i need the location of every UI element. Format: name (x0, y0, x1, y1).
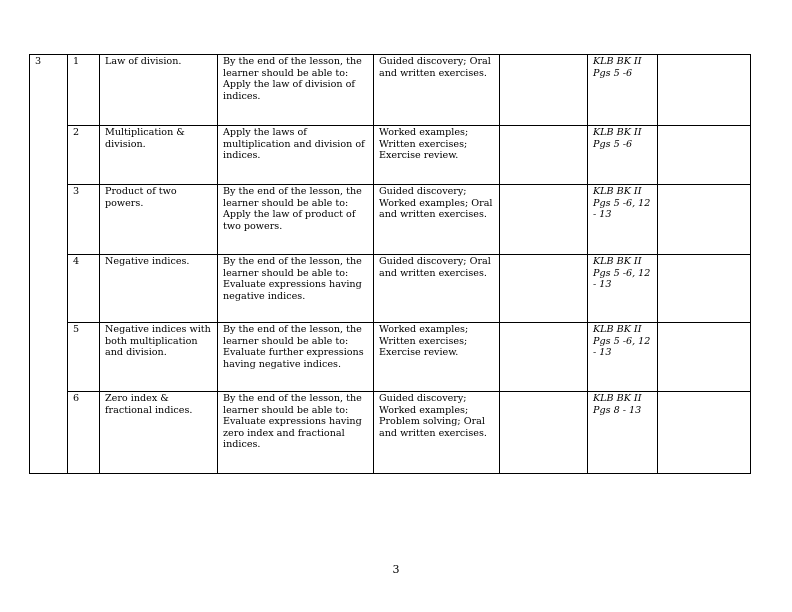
lesson-number-cell: 4 (68, 255, 100, 323)
resources-cell (500, 126, 588, 185)
lesson-number-cell: 1 (68, 55, 100, 126)
objectives-cell: Apply the laws of multiplication and division of indices. (218, 126, 374, 185)
table-row (30, 323, 751, 392)
remarks-cell (658, 185, 751, 255)
references-cell: KLB BK II Pgs 5 -6, 12 - 13 (588, 255, 658, 323)
objectives-cell: By the end of the lesson, the learner should be able to: Evaluate expressions having negative indices. (218, 255, 374, 323)
objectives-cell: By the end of the lesson, the learner should be able to: Apply the law of division of indices. (218, 55, 374, 126)
week-number: 3 (30, 55, 68, 474)
table-body (30, 55, 751, 474)
lesson-number-cell: 3 (68, 185, 100, 255)
table-row (30, 392, 751, 474)
table-row (30, 255, 751, 323)
scheme-of-work-table (29, 54, 751, 474)
references-cell: KLB BK II Pgs 5 -6, 12 - 13 (588, 323, 658, 392)
lesson-number-cell: 6 (68, 392, 100, 474)
references-cell: KLB BK II Pgs 8 - 13 (588, 392, 658, 474)
remarks-cell (658, 255, 751, 323)
topic-cell: Negative indices with both multiplication and division. (100, 323, 218, 392)
resources-cell (500, 255, 588, 323)
resources-cell (500, 55, 588, 126)
lesson-number-cell: 5 (68, 323, 100, 392)
objectives-cell: By the end of the lesson, the learner should be able to: Evaluate expressions having zero index and fractional indices. (218, 392, 374, 474)
page-number: 3 (392, 563, 400, 576)
remarks-cell (658, 55, 751, 126)
remarks-cell (658, 126, 751, 185)
references-cell: KLB BK II Pgs 5 -6, 12 - 13 (588, 185, 658, 255)
resources-cell (500, 392, 588, 474)
activities-cell: Worked examples; Written exercises; Exercise review. (374, 126, 500, 185)
resources-cell (500, 185, 588, 255)
activities-cell: Worked examples; Written exercises; Exercise review. (374, 323, 500, 392)
remarks-cell (658, 323, 751, 392)
references-cell: KLB BK II Pgs 5 -6 (588, 126, 658, 185)
topic-cell: Multiplication & division. (100, 126, 218, 185)
objectives-cell: By the end of the lesson, the learner should be able to: Apply the law of product of two powers. (218, 185, 374, 255)
activities-cell: Guided discovery; Worked examples; Problem solving; Oral and written exercises. (374, 392, 500, 474)
objectives-cell: By the end of the lesson, the learner should be able to: Evaluate further expressions having negative indices. (218, 323, 374, 392)
resources-cell (500, 323, 588, 392)
topic-cell: Product of two powers. (100, 185, 218, 255)
table-row (30, 55, 751, 126)
table-row (30, 185, 751, 255)
activities-cell: Guided discovery; Worked examples; Oral and written exercises. (374, 185, 500, 255)
activities-cell: Guided discovery; Oral and written exercises. (374, 255, 500, 323)
lesson-number-cell: 2 (68, 126, 100, 185)
remarks-cell (658, 392, 751, 474)
topic-cell: Law of division. (100, 55, 218, 126)
activities-cell: Guided discovery; Oral and written exercises. (374, 55, 500, 126)
references-cell: KLB BK II Pgs 5 -6 (588, 55, 658, 126)
table-row (30, 126, 751, 185)
topic-cell: Negative indices. (100, 255, 218, 323)
topic-cell: Zero index & fractional indices. (100, 392, 218, 474)
